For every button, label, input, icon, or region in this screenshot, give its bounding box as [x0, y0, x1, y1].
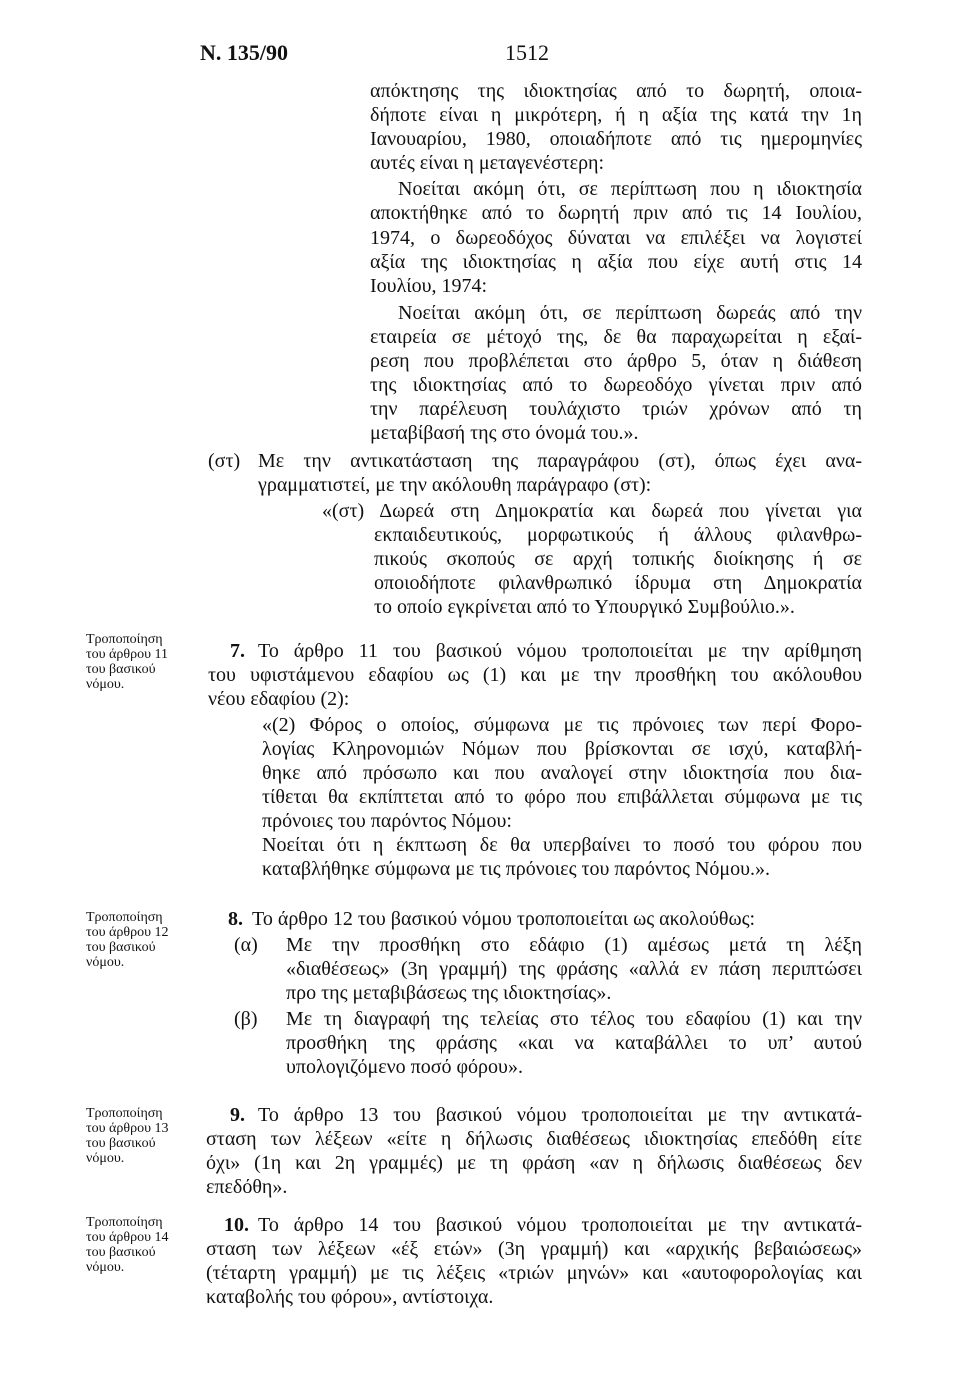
margin-note: Τροποποίηση του άρθρου 13 του βασικού νόμου. [86, 1106, 169, 1166]
text-line: αυτές είναι η μεταγενέστερη: [370, 152, 605, 174]
text-line: (τέταρτη γραμμή) με τις λέξεις «τριών μηνών» και «αυτοφορολογίας και [206, 1262, 862, 1284]
item-label: (β) [234, 1008, 258, 1030]
section-number: 10. [224, 1214, 249, 1236]
text-line: ρεση που προβλέπεται στο άρθρο 5, όταν η διάθεση [370, 350, 862, 372]
section-number: 8. [228, 908, 243, 930]
text-line: αξία της ιδιοκτησίας η αξία που είχε αυτή στις 14 [370, 251, 862, 273]
quote-line: πρόνοιες του παρόντος Νόμου: [262, 810, 512, 832]
text-line: υπολογιζόμενο ποσό φόρου». [286, 1056, 523, 1078]
section-number: 9. [230, 1104, 245, 1126]
quote-line: το οποίο εγκρίνεται από το Υπουργικό Συμβούλιο.». [374, 596, 795, 618]
section-number: 7. [230, 640, 245, 662]
text-line: Το άρθρο 14 του βασικού νόμου τροποποιείται με την αντικατά- [258, 1214, 862, 1236]
text-line: της ιδιοκτησίας από το δωρεοδόχο γίνεται πριν από [370, 374, 862, 396]
text-line: Το άρθρο 11 του βασικού νόμου τροποποιείται με την αρίθμηση [258, 640, 862, 662]
text-line: Με την προσθήκη στο εδάφιο (1) αμέσως μετά τη λέξη [286, 934, 862, 956]
quote-line: θηκε από πρόσωπο και που αναλογεί στην ιδιοκτησία που δια- [262, 762, 862, 784]
text-line: μεταβίβασή της στο όνομά του.». [370, 422, 639, 444]
text-line: Νοείται ακόμη ότι, σε περίπτωση που η ιδιοκτησία [398, 178, 862, 200]
text-line: σταση των λέξεων «είτε η δήλωσις διαθέσεως ιδιοκτησίας επεδόθη είτε [206, 1128, 862, 1150]
text-line: γραμματιστεί, με την ακόλουθη παράγραφο (στ): [258, 474, 652, 496]
text-line: Νοείται ακόμη ότι, σε περίπτωση δωρεάς από την [398, 302, 862, 324]
text-line: προσθήκη της φράσης «και να καταβάλλει το υπ’ αυτού [286, 1032, 862, 1054]
text-line: δήποτε είναι η μικρότερη, ή η αξία της κατά την 1η [370, 104, 862, 126]
quote-line: «(στ) Δωρεά στη Δημοκρατία και δωρεά που γίνεται για [322, 500, 862, 522]
text-line: Με τη διαγραφή της τελείας στο τέλος του εδαφίου (1) και την [286, 1008, 862, 1030]
text-line: Ιανουαρίου, 1980, οποιαδήποτε από τις ημερομηνίες [370, 128, 862, 150]
quote-line: τίθεται θα εκπίπτεται από το φόρο που επιβάλλεται σύμφωνα με τις [262, 786, 862, 808]
margin-note: Τροποποίηση του άρθρου 14 του βασικού νόμου. [86, 1215, 169, 1275]
quote-line: «(2) Φόρος ο οποίος, σύμφωνα με τις πρόνοιες των περί Φορο- [262, 714, 862, 736]
text-line: Ιουλίου, 1974: [370, 275, 488, 297]
quote-line: πικούς σκοπούς σε αρχή τοπικής διοίκησης ή σε [374, 548, 862, 570]
item-label: (α) [234, 934, 258, 956]
text-line: επεδόθη». [206, 1176, 288, 1198]
text-line: εταιρεία σε μέτοχό της, δε θα παραχωρείται η εξαί- [370, 326, 862, 348]
text-line: 1974, ο δωρεοδόχος δύναται να επιλέξει να λογιστεί [370, 227, 862, 249]
text-line: καταβολής του φόρου», αντίστοιχα. [206, 1286, 494, 1308]
text-line: απόκτησης της ιδιοκτησίας από το δωρητή, οποια- [370, 80, 862, 102]
law-number: Ν. 135/90 [200, 40, 288, 65]
text-line: αποκτήθηκε από το δωρητή πριν από τις 14 Ιουλίου, [370, 202, 862, 224]
text-line: όχι» (1η και 2η γραμμές) με τη φράση «αν η δήλωσις διαθέσεως δεν [206, 1152, 862, 1174]
margin-note: Τροποποίηση του άρθρου 12 του βασικού νόμου. [86, 910, 169, 970]
text-line: νέου εδαφίου (2): [208, 688, 350, 710]
text-line: Με την αντικατάσταση της παραγράφου (στ), όπως έχει ανα- [258, 450, 862, 472]
text-line: προ της μεταβιβάσεως της ιδιοκτησίας». [286, 982, 612, 1004]
page-number: 1512 [505, 40, 549, 65]
text-line: «διαθέσεως» (3η γραμμή) της φράσης «αλλά εν πάση περιπτώσει [286, 958, 862, 980]
paragraph-label: (στ) [208, 450, 241, 472]
quote-line: καταβλήθηκε σύμφωνα με τις πρόνοιες του παρόντος Νόμου.». [262, 858, 771, 880]
quote-line: οποιοδήποτε φιλανθρωπικό ίδρυμα στη Δημοκρατία [374, 572, 862, 594]
margin-note: Τροποποίηση του άρθρου 11 του βασικού νόμου. [86, 632, 168, 692]
text-line: Το άρθρο 13 του βασικού νόμου τροποποιείται με την αντικατά- [258, 1104, 862, 1126]
quote-line: λογίας Κληρονομιών Νόμων που βρίσκονται σε ισχύ, καταβλή- [262, 738, 862, 760]
text-line: σταση των λέξεων «έξ ετών» (3η γραμμή) και «αρχικής βεβαιώσεως» [206, 1238, 862, 1260]
text-line: Το άρθρο 12 του βασικού νόμου τροποποιείται ως ακολούθως: [252, 908, 756, 930]
text-line: του υφιστάμενου εδαφίου ως (1) και με την προσθήκη του ακόλουθου [208, 664, 862, 686]
quote-line: Νοείται ότι η έκπτωση δε θα υπερβαίνει το ποσό του φόρου που [262, 834, 862, 856]
quote-line: εκπαιδευτικούς, μορφωτικούς ή άλλους φιλανθρω- [374, 524, 862, 546]
text-line: την παρέλευση τουλάχιστο τριών χρόνων από τη [370, 398, 862, 420]
